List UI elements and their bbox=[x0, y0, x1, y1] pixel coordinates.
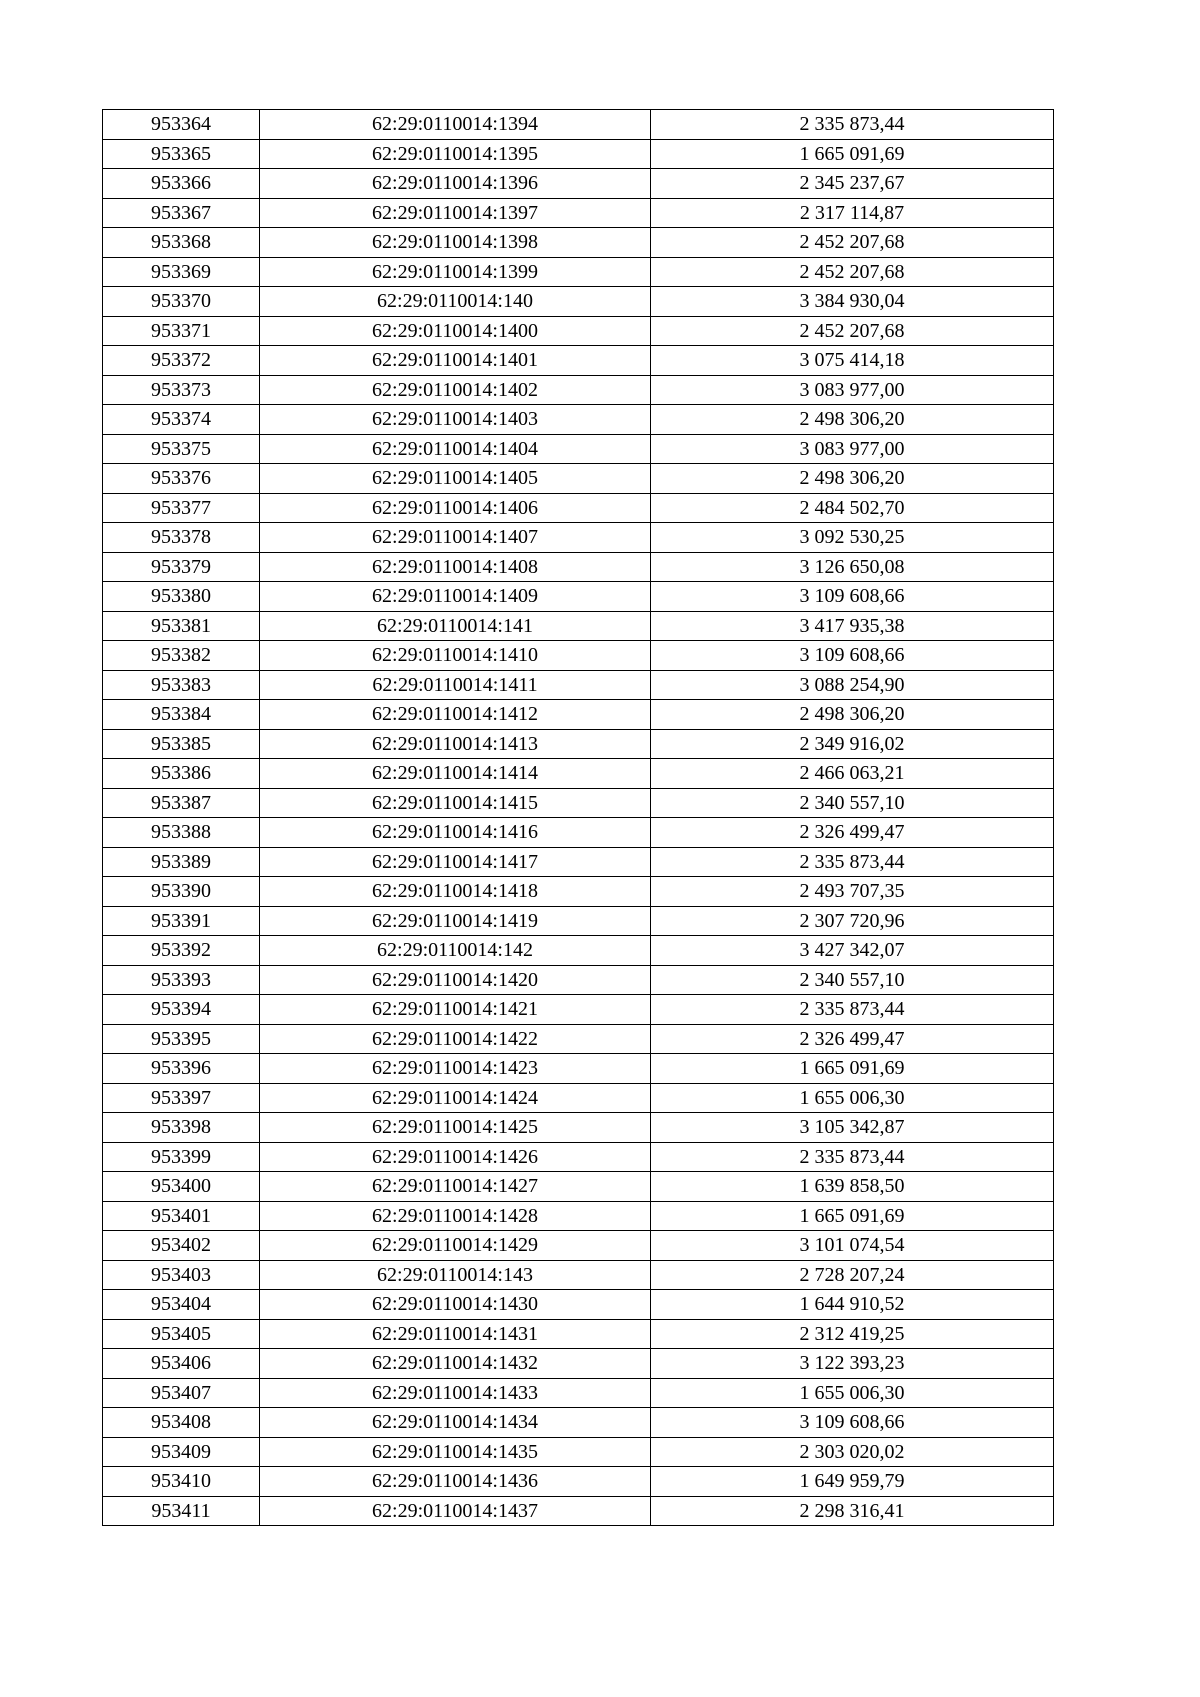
row-number-cell: 953385 bbox=[103, 729, 260, 759]
table-row bbox=[103, 552, 1054, 582]
cadastral-value-cell: 3 417 935,38 bbox=[651, 611, 1054, 641]
row-number-cell: 953366 bbox=[103, 169, 260, 199]
cadastral-value-cell: 1 665 091,69 bbox=[651, 139, 1054, 169]
cadastral-number-cell: 62:29:0110014:1396 bbox=[260, 169, 651, 199]
row-number-cell: 953365 bbox=[103, 139, 260, 169]
table-row bbox=[103, 936, 1054, 966]
cadastral-number-cell: 62:29:0110014:1416 bbox=[260, 818, 651, 848]
cadastral-number-cell: 62:29:0110014:1404 bbox=[260, 434, 651, 464]
row-number-cell: 953381 bbox=[103, 611, 260, 641]
table-row bbox=[103, 582, 1054, 612]
row-number-cell: 953364 bbox=[103, 110, 260, 140]
table-row bbox=[103, 1113, 1054, 1143]
row-number-cell: 953384 bbox=[103, 700, 260, 730]
cadastral-number-cell: 62:29:0110014:1394 bbox=[260, 110, 651, 140]
cadastral-value-cell: 3 427 342,07 bbox=[651, 936, 1054, 966]
cadastral-value-cell: 2 466 063,21 bbox=[651, 759, 1054, 789]
cadastral-number-cell: 62:29:0110014:1405 bbox=[260, 464, 651, 494]
cadastral-value-cell: 3 092 530,25 bbox=[651, 523, 1054, 553]
cadastral-number-cell: 62:29:0110014:143 bbox=[260, 1260, 651, 1290]
table-row bbox=[103, 611, 1054, 641]
table-row bbox=[103, 198, 1054, 228]
cadastral-value-cell: 2 335 873,44 bbox=[651, 110, 1054, 140]
cadastral-number-cell: 62:29:0110014:1434 bbox=[260, 1408, 651, 1438]
table-row bbox=[103, 1349, 1054, 1379]
table-row bbox=[103, 1054, 1054, 1084]
cadastral-number-cell: 62:29:0110014:1415 bbox=[260, 788, 651, 818]
row-number-cell: 953377 bbox=[103, 493, 260, 523]
cadastral-number-cell: 62:29:0110014:1398 bbox=[260, 228, 651, 258]
cadastral-value-cell: 2 345 237,67 bbox=[651, 169, 1054, 199]
cadastral-value-cell: 3 109 608,66 bbox=[651, 1408, 1054, 1438]
table-row bbox=[103, 818, 1054, 848]
cadastral-number-cell: 62:29:0110014:1418 bbox=[260, 877, 651, 907]
cadastral-value-cell: 2 452 207,68 bbox=[651, 257, 1054, 287]
table-row bbox=[103, 670, 1054, 700]
row-number-cell: 953382 bbox=[103, 641, 260, 671]
table-row bbox=[103, 287, 1054, 317]
cadastral-number-cell: 62:29:0110014:1400 bbox=[260, 316, 651, 346]
table-row bbox=[103, 877, 1054, 907]
table-row bbox=[103, 523, 1054, 553]
cadastral-number-cell: 62:29:0110014:1408 bbox=[260, 552, 651, 582]
cadastral-value-cell: 1 644 910,52 bbox=[651, 1290, 1054, 1320]
table-row bbox=[103, 906, 1054, 936]
row-number-cell: 953410 bbox=[103, 1467, 260, 1497]
cadastral-number-cell: 62:29:0110014:1403 bbox=[260, 405, 651, 435]
table-row bbox=[103, 1467, 1054, 1497]
row-number-cell: 953389 bbox=[103, 847, 260, 877]
cadastral-value-cell: 2 340 557,10 bbox=[651, 788, 1054, 818]
cadastral-number-cell: 62:29:0110014:1425 bbox=[260, 1113, 651, 1143]
table-row bbox=[103, 1378, 1054, 1408]
cadastral-number-cell: 62:29:0110014:1426 bbox=[260, 1142, 651, 1172]
table-row bbox=[103, 700, 1054, 730]
row-number-cell: 953407 bbox=[103, 1378, 260, 1408]
table-row bbox=[103, 1201, 1054, 1231]
row-number-cell: 953369 bbox=[103, 257, 260, 287]
table-row bbox=[103, 729, 1054, 759]
table-row bbox=[103, 257, 1054, 287]
row-number-cell: 953367 bbox=[103, 198, 260, 228]
row-number-cell: 953398 bbox=[103, 1113, 260, 1143]
row-number-cell: 953373 bbox=[103, 375, 260, 405]
cadastral-number-cell: 62:29:0110014:1428 bbox=[260, 1201, 651, 1231]
row-number-cell: 953386 bbox=[103, 759, 260, 789]
table-row bbox=[103, 1083, 1054, 1113]
cadastral-value-cell: 2 317 114,87 bbox=[651, 198, 1054, 228]
cadastral-number-cell: 62:29:0110014:1407 bbox=[260, 523, 651, 553]
row-number-cell: 953411 bbox=[103, 1496, 260, 1526]
row-number-cell: 953390 bbox=[103, 877, 260, 907]
cadastral-number-cell: 62:29:0110014:1402 bbox=[260, 375, 651, 405]
table-row bbox=[103, 110, 1054, 140]
cadastral-value-cell: 2 728 207,24 bbox=[651, 1260, 1054, 1290]
table-row bbox=[103, 641, 1054, 671]
table-row bbox=[103, 1408, 1054, 1438]
row-number-cell: 953372 bbox=[103, 346, 260, 376]
cadastral-number-cell: 62:29:0110014:1409 bbox=[260, 582, 651, 612]
table-row bbox=[103, 1319, 1054, 1349]
cadastral-number-cell: 62:29:0110014:140 bbox=[260, 287, 651, 317]
row-number-cell: 953402 bbox=[103, 1231, 260, 1261]
cadastral-number-cell: 62:29:0110014:1432 bbox=[260, 1349, 651, 1379]
table-row bbox=[103, 1260, 1054, 1290]
cadastral-value-cell: 3 075 414,18 bbox=[651, 346, 1054, 376]
row-number-cell: 953409 bbox=[103, 1437, 260, 1467]
table-row bbox=[103, 1172, 1054, 1202]
row-number-cell: 953392 bbox=[103, 936, 260, 966]
cadastral-value-cell: 2 493 707,35 bbox=[651, 877, 1054, 907]
row-number-cell: 953379 bbox=[103, 552, 260, 582]
cadastral-value-cell: 2 452 207,68 bbox=[651, 316, 1054, 346]
cadastral-value-cell: 1 639 858,50 bbox=[651, 1172, 1054, 1202]
row-number-cell: 953400 bbox=[103, 1172, 260, 1202]
cadastral-value-cell: 3 105 342,87 bbox=[651, 1113, 1054, 1143]
cadastral-value-cell: 1 655 006,30 bbox=[651, 1083, 1054, 1113]
cadastral-number-cell: 62:29:0110014:1420 bbox=[260, 965, 651, 995]
table-row bbox=[103, 464, 1054, 494]
table-body bbox=[103, 110, 1054, 1526]
row-number-cell: 953405 bbox=[103, 1319, 260, 1349]
table-row bbox=[103, 1496, 1054, 1526]
row-number-cell: 953401 bbox=[103, 1201, 260, 1231]
cadastral-number-cell: 62:29:0110014:1421 bbox=[260, 995, 651, 1025]
table-row bbox=[103, 847, 1054, 877]
table-row bbox=[103, 1024, 1054, 1054]
cadastral-value-table bbox=[102, 109, 1054, 1526]
row-number-cell: 953399 bbox=[103, 1142, 260, 1172]
cadastral-value-cell: 2 349 916,02 bbox=[651, 729, 1054, 759]
cadastral-value-cell: 2 335 873,44 bbox=[651, 847, 1054, 877]
row-number-cell: 953403 bbox=[103, 1260, 260, 1290]
row-number-cell: 953391 bbox=[103, 906, 260, 936]
cadastral-number-cell: 62:29:0110014:1417 bbox=[260, 847, 651, 877]
table-row bbox=[103, 1142, 1054, 1172]
cadastral-value-cell: 2 298 316,41 bbox=[651, 1496, 1054, 1526]
table-row bbox=[103, 965, 1054, 995]
row-number-cell: 953378 bbox=[103, 523, 260, 553]
cadastral-number-cell: 62:29:0110014:1422 bbox=[260, 1024, 651, 1054]
cadastral-number-cell: 62:29:0110014:1423 bbox=[260, 1054, 651, 1084]
row-number-cell: 953394 bbox=[103, 995, 260, 1025]
table-row bbox=[103, 405, 1054, 435]
table-row bbox=[103, 169, 1054, 199]
cadastral-value-cell: 2 452 207,68 bbox=[651, 228, 1054, 258]
table-row bbox=[103, 995, 1054, 1025]
cadastral-value-cell: 2 498 306,20 bbox=[651, 464, 1054, 494]
cadastral-number-cell: 62:29:0110014:1437 bbox=[260, 1496, 651, 1526]
cadastral-value-cell: 1 665 091,69 bbox=[651, 1201, 1054, 1231]
row-number-cell: 953396 bbox=[103, 1054, 260, 1084]
row-number-cell: 953368 bbox=[103, 228, 260, 258]
cadastral-number-cell: 62:29:0110014:141 bbox=[260, 611, 651, 641]
table-row bbox=[103, 228, 1054, 258]
cadastral-value-cell: 2 498 306,20 bbox=[651, 405, 1054, 435]
row-number-cell: 953376 bbox=[103, 464, 260, 494]
table-row bbox=[103, 375, 1054, 405]
cadastral-number-cell: 62:29:0110014:1433 bbox=[260, 1378, 651, 1408]
cadastral-value-cell: 2 326 499,47 bbox=[651, 1024, 1054, 1054]
cadastral-value-cell: 2 484 502,70 bbox=[651, 493, 1054, 523]
cadastral-number-cell: 62:29:0110014:1413 bbox=[260, 729, 651, 759]
cadastral-number-cell: 62:29:0110014:1410 bbox=[260, 641, 651, 671]
cadastral-number-cell: 62:29:0110014:1411 bbox=[260, 670, 651, 700]
row-number-cell: 953393 bbox=[103, 965, 260, 995]
cadastral-value-cell: 1 649 959,79 bbox=[651, 1467, 1054, 1497]
cadastral-value-cell: 3 122 393,23 bbox=[651, 1349, 1054, 1379]
cadastral-number-cell: 62:29:0110014:1431 bbox=[260, 1319, 651, 1349]
cadastral-number-cell: 62:29:0110014:1395 bbox=[260, 139, 651, 169]
row-number-cell: 953388 bbox=[103, 818, 260, 848]
row-number-cell: 953383 bbox=[103, 670, 260, 700]
row-number-cell: 953406 bbox=[103, 1349, 260, 1379]
table-row bbox=[103, 139, 1054, 169]
cadastral-value-cell: 3 083 977,00 bbox=[651, 375, 1054, 405]
row-number-cell: 953370 bbox=[103, 287, 260, 317]
cadastral-value-cell: 3 109 608,66 bbox=[651, 641, 1054, 671]
cadastral-number-cell: 62:29:0110014:1401 bbox=[260, 346, 651, 376]
table-row bbox=[103, 1231, 1054, 1261]
row-number-cell: 953408 bbox=[103, 1408, 260, 1438]
cadastral-value-cell: 1 665 091,69 bbox=[651, 1054, 1054, 1084]
cadastral-value-cell: 2 303 020,02 bbox=[651, 1437, 1054, 1467]
cadastral-value-cell: 3 384 930,04 bbox=[651, 287, 1054, 317]
row-number-cell: 953380 bbox=[103, 582, 260, 612]
cadastral-value-cell: 2 335 873,44 bbox=[651, 995, 1054, 1025]
cadastral-number-cell: 62:29:0110014:1429 bbox=[260, 1231, 651, 1261]
table-row bbox=[103, 316, 1054, 346]
cadastral-number-cell: 62:29:0110014:1397 bbox=[260, 198, 651, 228]
row-number-cell: 953395 bbox=[103, 1024, 260, 1054]
cadastral-number-cell: 62:29:0110014:1414 bbox=[260, 759, 651, 789]
row-number-cell: 953375 bbox=[103, 434, 260, 464]
cadastral-number-cell: 62:29:0110014:1406 bbox=[260, 493, 651, 523]
table-row bbox=[103, 346, 1054, 376]
row-number-cell: 953374 bbox=[103, 405, 260, 435]
cadastral-value-cell: 3 088 254,90 bbox=[651, 670, 1054, 700]
cadastral-number-cell: 62:29:0110014:142 bbox=[260, 936, 651, 966]
cadastral-value-cell: 3 109 608,66 bbox=[651, 582, 1054, 612]
cadastral-value-cell: 2 312 419,25 bbox=[651, 1319, 1054, 1349]
cadastral-number-cell: 62:29:0110014:1399 bbox=[260, 257, 651, 287]
cadastral-number-cell: 62:29:0110014:1419 bbox=[260, 906, 651, 936]
table-row bbox=[103, 759, 1054, 789]
cadastral-value-cell: 2 326 499,47 bbox=[651, 818, 1054, 848]
cadastral-value-cell: 2 340 557,10 bbox=[651, 965, 1054, 995]
cadastral-number-cell: 62:29:0110014:1412 bbox=[260, 700, 651, 730]
cadastral-number-cell: 62:29:0110014:1430 bbox=[260, 1290, 651, 1320]
table-row bbox=[103, 1437, 1054, 1467]
row-number-cell: 953371 bbox=[103, 316, 260, 346]
cadastral-number-cell: 62:29:0110014:1427 bbox=[260, 1172, 651, 1202]
cadastral-value-cell: 2 307 720,96 bbox=[651, 906, 1054, 936]
cadastral-value-cell: 3 083 977,00 bbox=[651, 434, 1054, 464]
table-row bbox=[103, 788, 1054, 818]
table-row bbox=[103, 493, 1054, 523]
cadastral-value-cell: 3 126 650,08 bbox=[651, 552, 1054, 582]
cadastral-number-cell: 62:29:0110014:1435 bbox=[260, 1437, 651, 1467]
cadastral-number-cell: 62:29:0110014:1424 bbox=[260, 1083, 651, 1113]
table-row bbox=[103, 1290, 1054, 1320]
row-number-cell: 953387 bbox=[103, 788, 260, 818]
cadastral-value-cell: 3 101 074,54 bbox=[651, 1231, 1054, 1261]
row-number-cell: 953404 bbox=[103, 1290, 260, 1320]
cadastral-number-cell: 62:29:0110014:1436 bbox=[260, 1467, 651, 1497]
cadastral-value-cell: 1 655 006,30 bbox=[651, 1378, 1054, 1408]
cadastral-value-cell: 2 498 306,20 bbox=[651, 700, 1054, 730]
table-row bbox=[103, 434, 1054, 464]
cadastral-value-cell: 2 335 873,44 bbox=[651, 1142, 1054, 1172]
row-number-cell: 953397 bbox=[103, 1083, 260, 1113]
